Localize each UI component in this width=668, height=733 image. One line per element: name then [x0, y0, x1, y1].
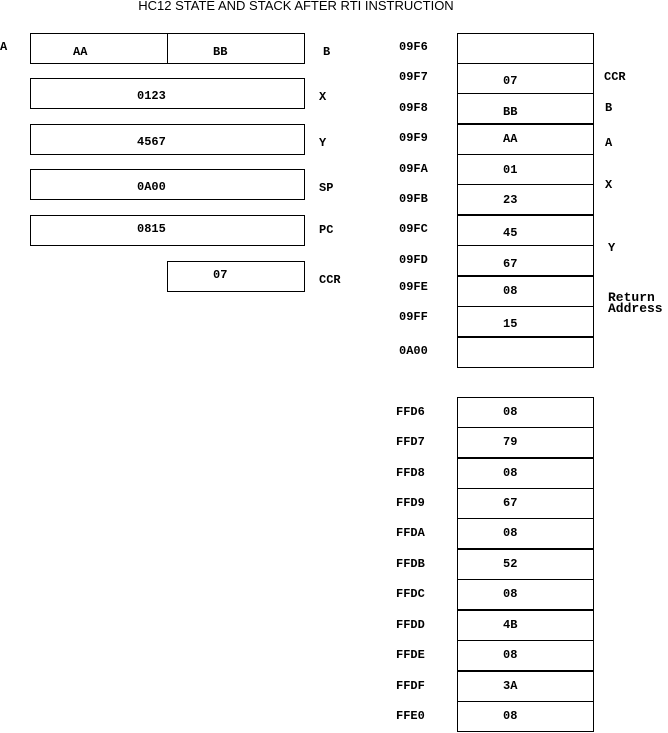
stack-address: 09F8 [399, 101, 428, 115]
stack-a-annotation: A [605, 136, 613, 150]
register-sp-box [30, 169, 305, 200]
stack-address: 0A00 [399, 344, 428, 358]
register-ccr-box [167, 261, 305, 292]
vector-value: 08 [503, 526, 518, 540]
stack-cell [457, 154, 594, 185]
stack-value: 67 [503, 257, 518, 271]
vector-cell [457, 549, 594, 580]
vector-address: FFDB [396, 557, 425, 571]
stack-cell [457, 215, 594, 246]
vector-address: FFD9 [396, 496, 425, 510]
stack-address: 09F6 [399, 40, 428, 54]
vector-cell [457, 518, 594, 549]
register-ccr-label: CCR [319, 273, 341, 287]
vector-address: FFDF [396, 679, 425, 693]
register-y-value: 4567 [137, 135, 166, 149]
vector-address: FFE0 [396, 709, 425, 723]
diagram-title: HC12 STATE AND STACK AFTER RTI INSTRUCTION [138, 0, 454, 13]
vector-cell [457, 671, 594, 702]
register-ab-divider [167, 33, 168, 64]
vector-cell [457, 579, 594, 610]
stack-value: 07 [503, 74, 518, 88]
stack-cell [457, 33, 594, 64]
register-ccr-value: 07 [213, 268, 228, 282]
register-pc-box [30, 215, 305, 246]
vector-value: 08 [503, 405, 518, 419]
register-a-label: A [0, 40, 8, 54]
stack-cell [457, 306, 594, 337]
vector-value: 08 [503, 709, 518, 723]
register-x-box [30, 78, 305, 109]
vector-address: FFD8 [396, 466, 425, 480]
register-a-value: AA [73, 45, 88, 59]
vector-value: 52 [503, 557, 518, 571]
stack-address: 09FC [399, 222, 428, 236]
stack-cell [457, 93, 594, 124]
stack-address: 09FB [399, 192, 428, 206]
register-x-label: X [319, 90, 327, 104]
vector-value: 4B [503, 618, 518, 632]
stack-cell [457, 337, 594, 368]
stack-b-annotation: B [605, 101, 613, 115]
stack-value: 15 [503, 317, 518, 331]
stack-cell [457, 63, 594, 94]
vector-address: FFDD [396, 618, 425, 632]
register-x-value: 0123 [137, 89, 166, 103]
stack-cell [457, 184, 594, 215]
stack-cell [457, 124, 594, 155]
stack-value: 08 [503, 284, 518, 298]
vector-address: FFD6 [396, 405, 425, 419]
stack-cell [457, 245, 594, 276]
stack-value: 23 [503, 193, 518, 207]
stack-value: 01 [503, 163, 518, 177]
register-b-value: BB [213, 45, 228, 59]
register-sp-label: SP [319, 181, 334, 195]
vector-address: FFDC [396, 587, 425, 601]
register-y-label: Y [319, 136, 327, 150]
stack-value: AA [503, 132, 518, 146]
stack-address: 09F7 [399, 70, 428, 84]
stack-address: 09FF [399, 310, 428, 324]
vector-value: 79 [503, 435, 518, 449]
vector-value: 3A [503, 679, 518, 693]
register-b-label: B [323, 45, 331, 59]
stack-return-annotation-line1: Return [608, 290, 655, 305]
stack-address: 09FD [399, 253, 428, 267]
vector-cell [457, 397, 594, 428]
vector-cell [457, 488, 594, 519]
vector-cell [457, 701, 594, 732]
register-pc-label: PC [319, 223, 334, 237]
register-y-box [30, 124, 305, 155]
stack-ccr-annotation: CCR [604, 70, 626, 84]
stack-cell [457, 276, 594, 307]
stack-address: 09FA [399, 162, 428, 176]
vector-cell [457, 610, 594, 641]
vector-cell [457, 458, 594, 489]
vector-cell [457, 640, 594, 671]
stack-x-annotation: X [605, 178, 613, 192]
stack-return-annotation-line2: Address [608, 301, 663, 316]
register-pc-value: 0815 [137, 222, 166, 236]
vector-value: 08 [503, 587, 518, 601]
stack-y-annotation: Y [608, 241, 616, 255]
vector-cell [457, 427, 594, 458]
stack-value: 45 [503, 226, 518, 240]
vector-address: FFDE [396, 648, 425, 662]
vector-value: 08 [503, 648, 518, 662]
stack-address: 09FE [399, 280, 428, 294]
stack-address: 09F9 [399, 131, 428, 145]
vector-address: FFDA [396, 526, 425, 540]
stack-value: BB [503, 105, 518, 119]
vector-value: 67 [503, 496, 518, 510]
vector-address: FFD7 [396, 435, 425, 449]
vector-value: 08 [503, 466, 518, 480]
register-sp-value: 0A00 [137, 180, 166, 194]
